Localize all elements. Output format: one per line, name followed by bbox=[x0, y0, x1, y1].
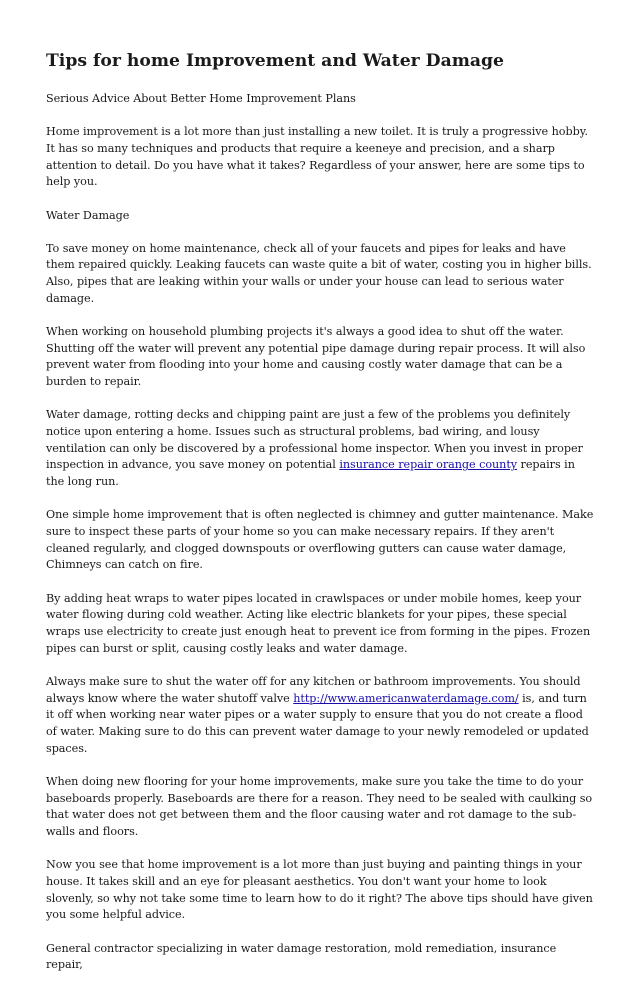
insurance-repair-link[interactable]: insurance repair orange county bbox=[339, 458, 518, 472]
paragraph-intro: Home improvement is a lot more than just installing a new toilet. It is truly a progressive hobby. It has so many techniques and products that require a keeneye and precision, and a sharp attention to detail. Do you have what it takes? Regardless of your answer, here are some tips to help you. bbox=[46, 125, 588, 189]
paragraph-chimney-gutter: One simple home improvement that is often neglected is chimney and gutter maintenance. Make sure to inspect these parts of your home so you can make necessary repairs. If they aren't cleaned regularly, and clogged downspouts or overflowing gutters can cause water damage, Chimneys can catch on fire. bbox=[46, 508, 594, 572]
paragraph-inspection bbox=[46, 407, 594, 491]
paragraph-shut-off-water: When working on household plumbing projects it's always a good idea to shut off the water. Shutting off the water will prevent any potential pipe damage during repair process. It will also prevent water from flooding into your home and causing costly water damage that can be a burden to repair. bbox=[46, 325, 586, 389]
paragraph-shutoff-valve bbox=[46, 674, 594, 758]
paragraph-contractor: General contractor specializing in water damage restoration, mold remediation, insurance repair, bbox=[46, 941, 557, 972]
paragraph-heat-wraps: By adding heat wraps to water pipes located in crawlspaces or under mobile homes, keep your water flowing during cold weather. Acting like electric blankets for your pipes, these special wraps use electricity to create just enough heat to prevent ice from forming in the pipes. Frozen pipes can burst or split, causing costly leaks and water damage. bbox=[46, 591, 591, 655]
paragraph-flooring: When doing new flooring for your home improvements, make sure you take the time to do your baseboards properly. Baseboards are there for a reason. They need to be sealed with caulking so that water does not get between them and the floor causing water and rot damage to the sub-walls and floors. bbox=[46, 775, 593, 839]
paragraph-faucets: To save money on home maintenance, check all of your faucets and pipes for leaks and have them repaired quickly. Leaking faucets can waste quite a bit of water, costing you in higher bills. Also, pipes that are leaking within your walls or under your house can lead to serious water damage. bbox=[46, 241, 592, 305]
document-subtitle: Serious Advice About Better Home Improvement Plans bbox=[46, 92, 356, 105]
paragraph-shutoff-text: Always make sure to shut the water off for any kitchen or bathroom improvements. You should always know where the water shutoff valve bbox=[46, 674, 581, 705]
paragraph-inspection-text-end: repairs in the long run. bbox=[46, 458, 575, 489]
paragraph-conclusion: Now you see that home improvement is a lot more than just buying and painting things in your house. It takes skill and an eye for pleasant aesthetics. You don't want your home to look slovenly, so why not take some time to learn how to do it right? The above tips should have given you some helpful advice. bbox=[46, 858, 593, 922]
document-title: Tips for home Improvement and Water Damage bbox=[46, 51, 504, 71]
american-water-damage-link[interactable]: http://www.americanwaterdamage.com/ bbox=[293, 691, 519, 705]
paragraph-shutoff-text-end: is, and turn it off when working near water pipes or a water supply to ensure that you do not create a flood of water. Making sure to do this can prevent water damage to your newly remodeled or updated spaces. bbox=[46, 691, 589, 755]
paragraph-inspection-text: Water damage, rotting decks and chipping paint are just a few of the problems you definitely notice upon entering a home. Issues such as structural problems, bad wiring, and lousy ventilation can only be discovered by a professional home inspector. When you invest in proper inspection in advance, you save money on potential bbox=[46, 408, 583, 472]
section-heading-water-damage: Water Damage bbox=[46, 208, 130, 222]
document-page bbox=[46, 50, 594, 991]
